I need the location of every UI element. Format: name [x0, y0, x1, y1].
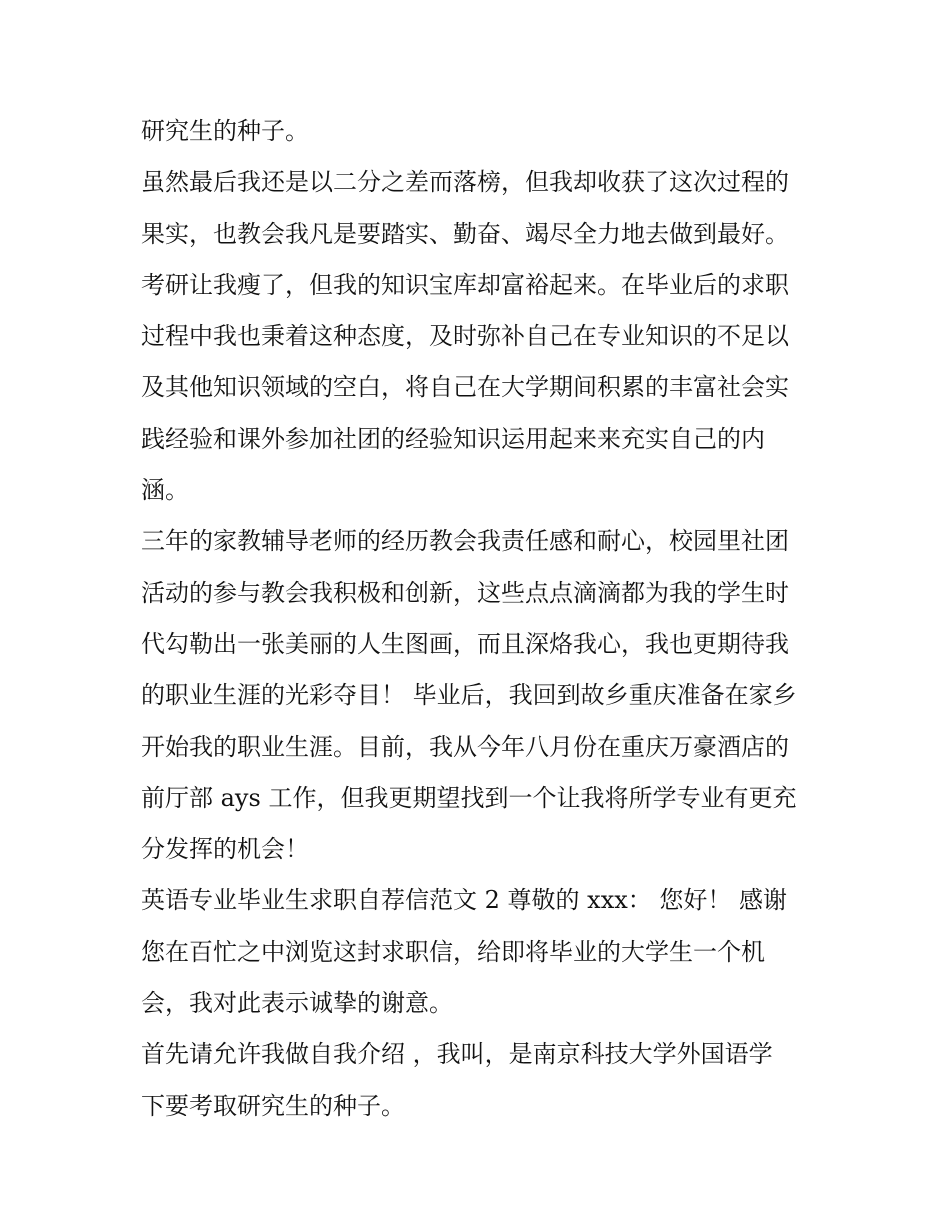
text-line: 开始我的职业生涯。目前，我从今年八月份在重庆万豪酒店的 — [141, 732, 789, 761]
document-body — [141, 106, 821, 1132]
text-line: 虽然最后我还是以二分之差而落榜，但我却收获了这次过程的 — [141, 168, 789, 197]
text-line: 前厅部 ays 工作，但我更期望找到一个让我将所学专业有更充 — [141, 783, 797, 812]
text-line: 代勾勒出一张美丽的人生图画，而且深烙我心，我也更期待我 — [141, 629, 789, 658]
text-line: 践经验和课外参加社团的经验知识运用起来来充实自己的内 — [141, 424, 765, 453]
text-line: 三年的家教辅导老师的经历教会我责任感和耐心，校园里社团 — [141, 527, 789, 556]
text-line: 下要考取研究生的种子。 — [141, 1091, 405, 1120]
text-line: 的职业生涯的光彩夺目！ 毕业后，我回到故乡重庆准备在家乡 — [141, 681, 797, 710]
text-line: 研究生的种子。 — [141, 117, 309, 145]
text-line: 过程中我也秉着这种态度，及时弥补自己在专业知识的不足以 — [141, 322, 789, 351]
text-line: 考研让我瘦了，但我的知识宝库却富裕起来。在毕业后的求职 — [141, 270, 789, 299]
text-line: 活动的参与教会我积极和创新，这些点点滴滴都为我的学生时 — [141, 578, 789, 607]
text-line: 果实，也教会我凡是要踏实、勤奋、竭尽全力地去做到最好。 — [141, 219, 789, 248]
text-line: 及其他知识领域的空白，将自己在大学期间积累的丰富社会实 — [141, 373, 789, 402]
text-line: 英语专业毕业生求职自荐信范文 2 尊敬的 xxx： 您好！ 感谢 — [141, 886, 788, 915]
text-line: 首先请允许我做自我介绍 ，我叫，是南京科技大学外国语学 — [141, 1040, 773, 1069]
text-line: 分发挥的机会！ — [141, 835, 309, 864]
text-line: 会，我对此表示诚挚的谢意。 — [141, 989, 453, 1018]
text-line: 涵。 — [141, 476, 189, 505]
text-line: 您在百忙之中浏览这封求职信，给即将毕业的大学生一个机 — [141, 937, 765, 966]
